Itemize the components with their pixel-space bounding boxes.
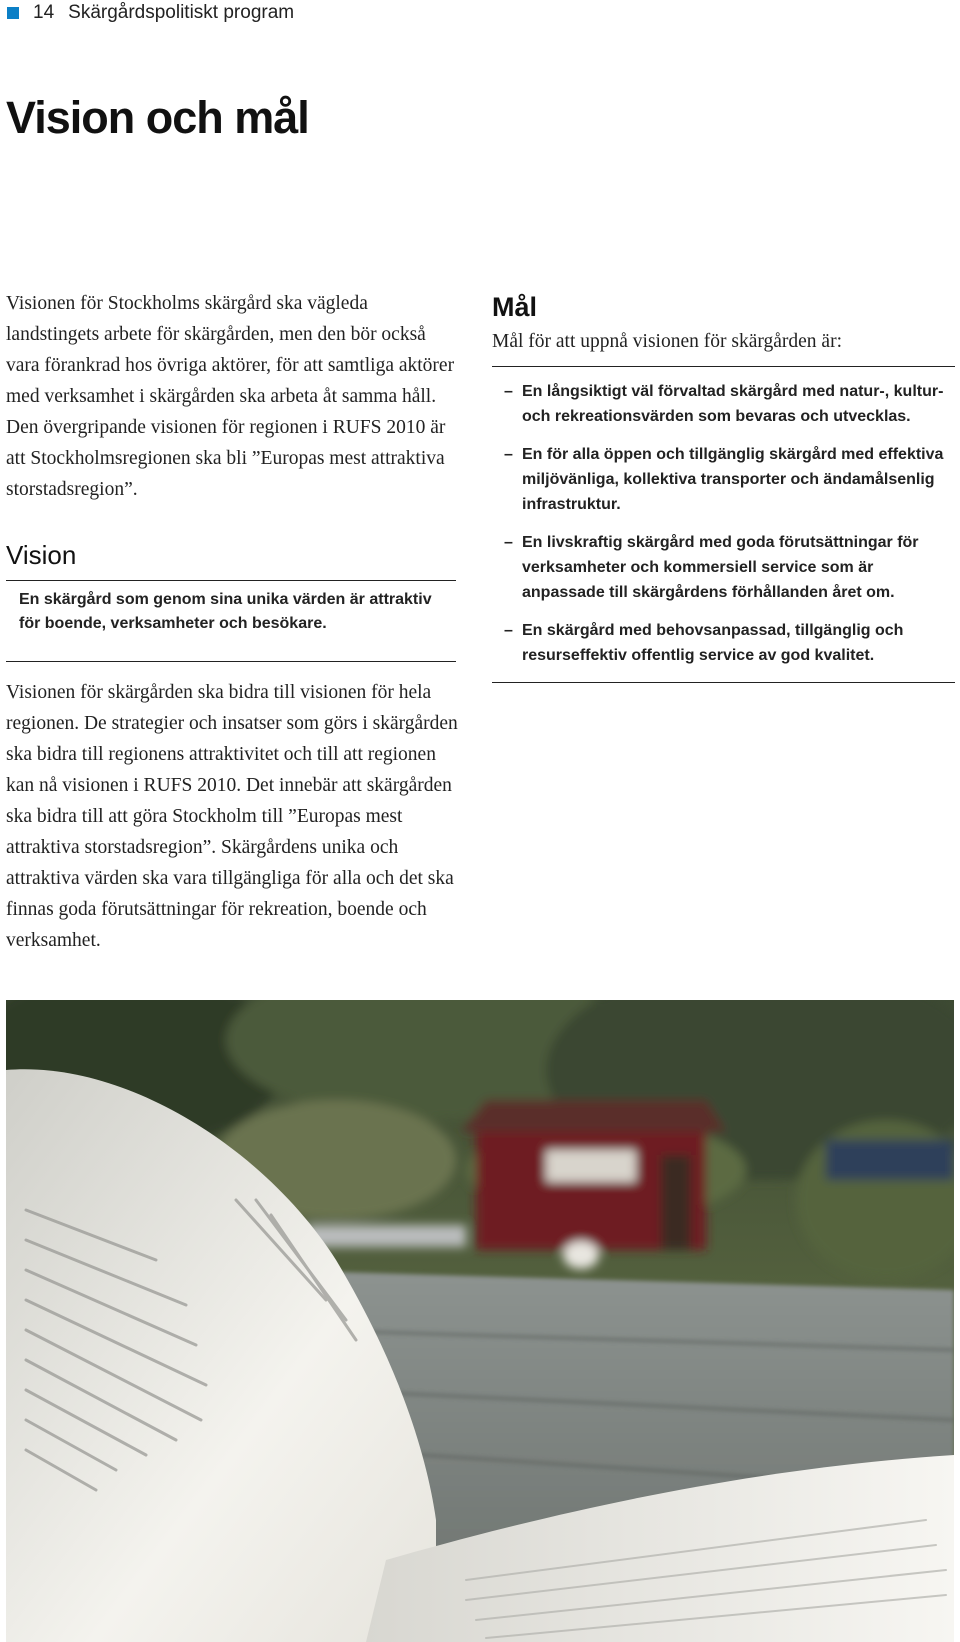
- vision-statement: En skärgård som genom sina unika värden är attraktiv för boende, verksamheter och besökare.: [6, 580, 456, 662]
- document-title: Skärgårdspolitiskt program: [68, 2, 295, 23]
- dash-bullet: –: [504, 446, 513, 463]
- goal-text: En för alla öppen och tillgänglig skärgård med effektiva miljövänliga, kollektiva transporter och ändamålsenlig infrastruktur.: [522, 446, 944, 513]
- goal-text: En långsiktigt väl förvaltad skärgård med natur-, kultur- och rekreationsvärden som bevaras och utvecklas.: [522, 383, 944, 425]
- dash-bullet: –: [504, 622, 513, 639]
- intro-column: [6, 288, 456, 505]
- goal-text: En livskraftig skärgård med goda förutsättningar för verksamheter och kommersiell service som är anpassade till skärgårdens förhållanden året om.: [522, 534, 919, 601]
- vision-column: [6, 677, 466, 956]
- page-title: Vision och mål: [6, 92, 309, 143]
- dash-bullet: –: [504, 534, 513, 551]
- goals-list: [492, 366, 955, 683]
- goal-item: [492, 530, 955, 605]
- dash-bullet: –: [504, 383, 513, 400]
- page-header: [7, 0, 294, 26]
- page-number: 14: [33, 2, 55, 23]
- goal-text: En skärgård med behovsanpassad, tillgänglig och resurseffektiv offentlig service av god kvalitet.: [522, 622, 904, 664]
- goals-heading: Mål: [492, 292, 538, 322]
- goal-item: [492, 618, 955, 668]
- goals-column: [492, 292, 955, 683]
- vision-paragraph: Visionen för skärgården ska bidra till visionen för hela regionen. De strategier och insatser som görs i skärgården ska bidra till regionens attraktivitet och till att regionen kan nå visionen i RUFS 2010. Det innebär att skärgården ska bidra till att göra Stockholm till ”Europas mest attraktiva storstadsregion”. Skärgårdens unika och attraktiva värden ska vara tillgängliga för alla och det ska finnas goda förutsättningar för rekreation, boende och verksamhet.: [6, 682, 458, 951]
- intro-paragraph: Visionen för Stockholms skärgård ska vägleda landstingets arbete för skärgården, men den bör också vara förankrad hos övriga aktörer, för att samtliga aktörer med verksamhet i skärgården ska arbeta åt samma håll. Den övergripande visionen för regionen i RUFS 2010 är att Stockholmsregionen ska bli ”Europas mest attraktiva storstadsregion”.: [6, 293, 455, 500]
- photo-illustration: [6, 1000, 954, 1642]
- book-photo: [6, 1000, 954, 1642]
- accent-square: [7, 7, 19, 19]
- vision-heading: Vision: [6, 540, 77, 570]
- goal-item: [492, 379, 955, 429]
- goals-intro: Mål för att uppnå visionen för skärgården är:: [492, 331, 842, 352]
- goal-item: [492, 442, 955, 517]
